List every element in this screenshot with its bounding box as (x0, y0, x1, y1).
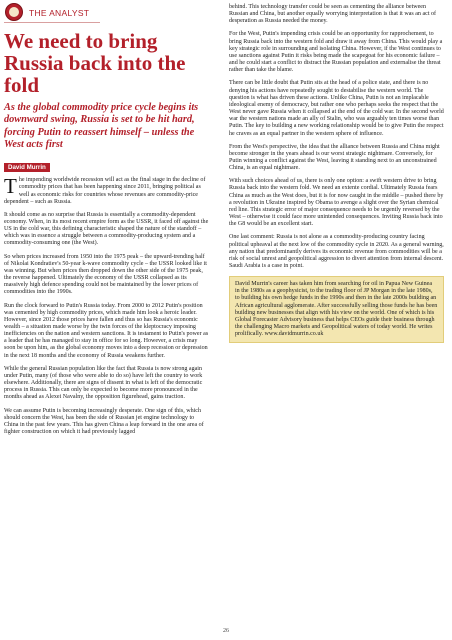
paragraph-text: he impending worldwide recession will act as the final stage in the decline of commodity prices that has been happening since 2011, bringing political as well as economic risks for countries whose revenues are commodity-price dependent – such as Russia. (4, 177, 206, 205)
paragraph: While the general Russian population like the fact that Russia is now strong again under Putin, many (of those who were able to do so) have left the country to work elsewhere. Additionally, there are signs of dissent in what is left of the democratic process in Russia. This can only be expected to become more pronounced in the months ahead as Alexei Navalny, the opposition figurehead, gains traction. (4, 365, 203, 401)
headline: We need to bring Russia back into the fold (4, 29, 186, 97)
author-bio: David Murrin's career has taken him from searching for oil in Papua New Guinea in the 1980s as a geophysicist, to the trading floor of JP Morgan in the late 1980s, to building his own hedge funds in the 1990s and then in the late 2000s building an African agricultural agglomerate. After successfully selling those funds he has been building new businesses that align with his view on the world. One of which is his Global Forecaster Advisory business that helps CEOs guide their business through the challenging Macro markets and Geopolitical waters of today world. He writes prolifically. www.davidmurrin.co.uk (235, 281, 438, 338)
dropcap: T (4, 174, 17, 199)
paragraph: We can assume Putin is becoming increasingly desperate. One sign of this, which should concern the West, has been the side of Russian jet engine technology to China in the past few years. This has given China a leap forward in the one area of fighter construction on which it had previously lagged (4, 407, 204, 436)
page-number: 26 (223, 628, 229, 634)
left-column (4, 30, 210, 442)
header-divider (4, 22, 100, 23)
paragraph: behind. This technology transfer could be seen as cementing the alliance between Russian and China, but another equally worrying interpretation is that it was an act of desperation as Russia needed the money. (229, 4, 437, 25)
section-label: THE ANALYST (29, 8, 90, 18)
logo-emblem (9, 7, 19, 17)
right-body-text (229, 4, 444, 270)
paragraph: It should come as no surprise that Russia is essentially a commodity-dependent economy. When, in its most recent empire form as the USSR, it faced off against the US in the cold war, this defining characteristic shaped the nature of the standoff – which was in essence a struggle between a commodity-producing system and a commodity-consuming one (the West). (4, 211, 209, 247)
paragraph: Run the clock forward to Putin's Russia today. From 2000 to 2012 Putin's position was cemented by high commodity prices, which made him look a heroic leader. However, since 2012 those prices have fallen and thus so has Russia's economic wealth – a situation made worse by the twin forces of the kleptocracy imposing inefficiencies on the nation and western sanctions. It is testament to Putin's power as a leader that he has managed to stay in office for so long. However, a crisis may soon be upon him, as the global economy moves into a deep recession or depression in the next 18 months and the economy of Russia weakens further. (4, 302, 209, 359)
standfirst: As the global commodity price cycle begins its downward swing, Russia is set to be hit hard, forcing Putin to reassert himself – unless the West acts first (4, 102, 199, 150)
paragraph: With such choices ahead of us, there is only one option: a swift western drive to bring Russia back into the western fold. We need an extente cordial. Ultimately Russia fears China as much as the West does, but it is for now caught in the middle – pushed there by a revolution in Ukraine inspired by Obama to avenge a slight over the Syrian chemical red line. This strategic error of major consequence needs to be urgently reversed by the West – otherwise it could face more unintended consequences. Inviting Russia back into the G8 would be an excellent start. (229, 178, 444, 228)
paragraph: So when prices increased from 1950 into the 1975 peak – the upward-trending half of Nikolai Kondratiev's 50-year k-wave commodity cycle – the USSR looked like it was winning. But when prices then dropped down the other side of the 1975 peak, the reverse happened. Ultimately the economy of the USSR collapsed as its massively high defence spending could not be maintained by the lower prices of commodities into the 1990s. (4, 253, 207, 296)
author-bio-box (229, 276, 444, 343)
publication-logo-icon (5, 3, 23, 21)
author-byline: David Murrin (4, 163, 50, 172)
paragraph: One last comment: Russia is not alone as a commodity-producing country facing political upheaval at the next low of the commodity cycle in 2020. As a general warning, any nation that predominantly derives its economic revenue from commodities will be a risk of social unrest and geopolitical aggression to divert attention from internal descent. Saudi Arabia is a case in point. (229, 234, 444, 269)
paragraph: For the West, Putin's impending crisis could be an opportunity for rapprochement, to bring Russia back into the western fold and draw it away from China. This would play a key strategic role in surrounding and isolating China. However, if the West continues to use sanctions against Putin it risks being made the scapegoat for his economic failure – and he could start a conflict to distract the Russian population and externalise the threat rather than take the blame. (229, 31, 443, 74)
paragraph: There can be little doubt that Putin sits at the head of a police state, and there is no denying his actions have repeatedly sought to destabilise the western world. The question is what has driven these actions. Unlike China, Putin is not an implacable ideological enemy of democracy, but rather one who perhaps seeks the respect that the West never gave Russia when it collapsed at the end of the cold war. In the second world war the western nations made an ally of Stalin, who was arguably ten times worse than Putin. The key to building a new working relationship would be to give Putin the respect he craves as an equal partner in the western sphere of influence. (229, 80, 444, 137)
paragraph (4, 174, 210, 206)
left-body-text (4, 174, 210, 436)
right-column (229, 4, 444, 343)
paragraph: From the West's perspective, the idea that the alliance between Russia and China might become stronger in the years ahead is our worst strategic nightmare. Conversely, for Putin winning a conflict against the West, leaving it standing next to an unconstrained China, is an equal nightmare. (229, 143, 440, 172)
